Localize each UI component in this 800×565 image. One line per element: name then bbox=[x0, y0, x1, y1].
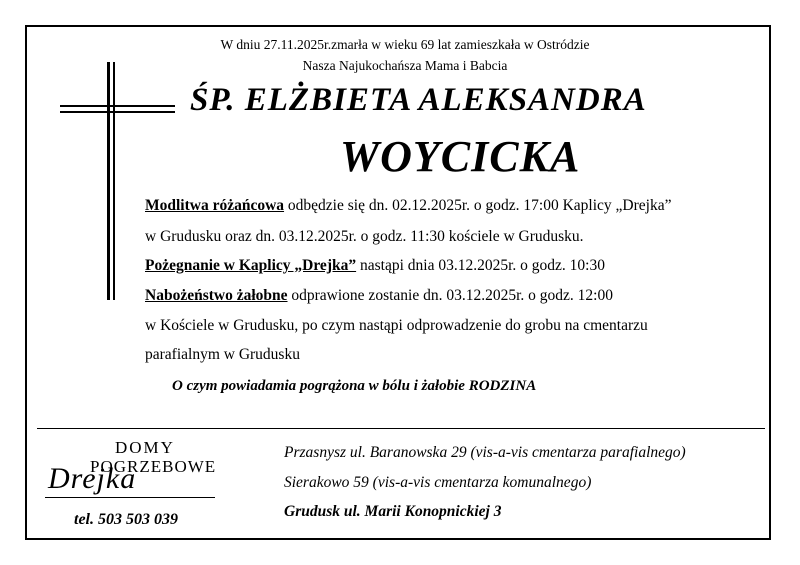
intro-line-1: W dniu 27.11.2025r.zmarła w wieku 69 lat zamieszkała w Ostródzie bbox=[220, 37, 590, 52]
logo-mid-text: POGRZEBOWE bbox=[90, 457, 217, 476]
mass-line-3: parafialnym w Grudusku bbox=[145, 346, 300, 363]
mass-label: Nabożeństwo żałobne bbox=[145, 287, 288, 304]
farewell-line bbox=[145, 257, 605, 275]
address-sierakowo: Sierakowo 59 (vis-a-vis cmentarza komunalnego) bbox=[284, 474, 592, 491]
rosary-line-2: w Grudusku oraz dn. 03.12.2025r. o godz. 11:30 kościele w Grudusku. bbox=[145, 228, 584, 245]
logo-script-text: Drejka bbox=[48, 462, 137, 495]
address-przasnysz: Przasnysz ul. Baranowska 29 (vis-a-vis cmentarza parafialnego) bbox=[284, 444, 686, 461]
logo-underline bbox=[45, 497, 215, 498]
intro-line-2: Nasza Najukochańsza Mama i Babcia bbox=[302, 58, 508, 73]
footer-divider bbox=[37, 428, 765, 429]
mass-line-2: w Kościele w Grudusku, po czym nastąpi odprowadzenie do grobu na cmentarzu bbox=[145, 317, 648, 334]
phone-number: tel. 503 503 039 bbox=[74, 511, 178, 528]
rosary-line-1 bbox=[145, 197, 671, 215]
mass-text-1: odprawione zostanie dn. 03.12.2025r. o godz. 12:00 bbox=[287, 287, 613, 304]
farewell-text: nastąpi dnia 03.12.2025r. o godz. 10:30 bbox=[356, 257, 605, 274]
mass-line-1 bbox=[145, 287, 613, 305]
deceased-name: ŚP. ELŻBIETA ALEKSANDRA bbox=[190, 82, 647, 118]
deceased-surname: WOYCICKA bbox=[340, 132, 581, 181]
logo-top-text: DOMY bbox=[115, 438, 175, 457]
rosary-label: Modlitwa różańcowa bbox=[145, 197, 285, 214]
address-grudusk: Grudusk ul. Marii Konopnickiej 3 bbox=[284, 503, 502, 520]
closing-line: O czym powiadamia pogrążona w bólu i żałobie RODZINA bbox=[172, 378, 537, 394]
rosary-text-1: odbędzie się dn. 02.12.2025r. o godz. 17:00 Kaplicy „Drejka” bbox=[284, 197, 672, 214]
farewell-label: Pożegnanie w Kaplicy „Drejka” bbox=[145, 257, 357, 274]
